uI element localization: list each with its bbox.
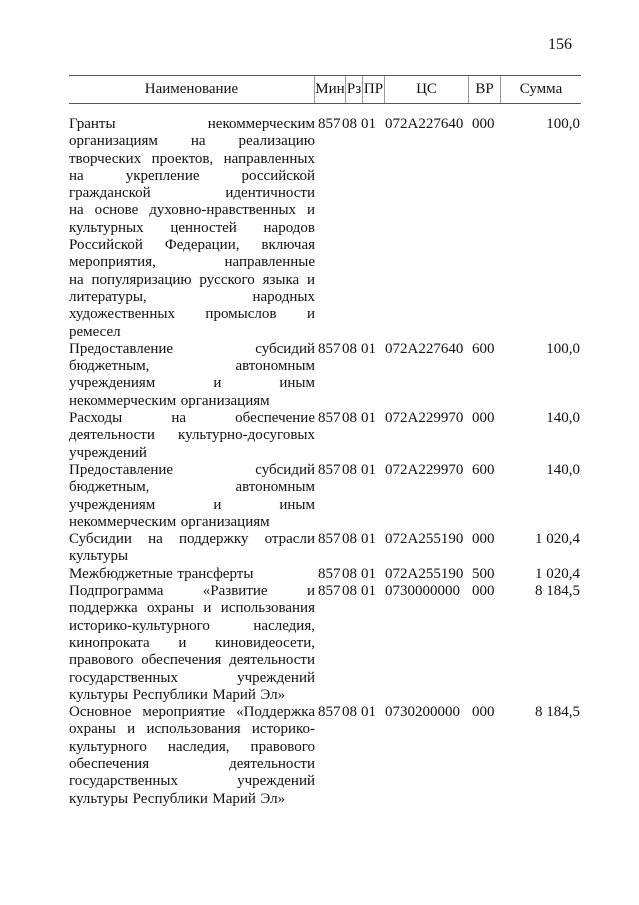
cell-sum: 100,0 bbox=[546, 116, 580, 132]
cell-pr: 01 bbox=[361, 116, 376, 132]
cell-cs: 072А227640 bbox=[385, 340, 464, 357]
table-header bbox=[69, 75, 581, 104]
name-line: некоммерческим организациям bbox=[69, 513, 270, 530]
header-cs: ЦС bbox=[384, 76, 468, 103]
row-name bbox=[69, 116, 315, 341]
header-name: Наименование bbox=[144, 81, 239, 97]
header-pr: ПР bbox=[362, 76, 384, 103]
name-line: деятельности культурно-досуговых bbox=[69, 427, 315, 444]
name-line: на укрепление российской bbox=[69, 167, 315, 184]
cell-cs: 0730000000 bbox=[385, 583, 460, 600]
cell-cs: 0730200000 bbox=[385, 704, 460, 721]
cell-sum: 100,0 bbox=[546, 340, 580, 357]
name-line: творческих проектов, направленных bbox=[69, 150, 315, 167]
table-body bbox=[69, 116, 581, 808]
cell-cs: 072А227640 bbox=[385, 116, 464, 132]
name-line: Субсидии на поддержку отрасли bbox=[69, 531, 315, 548]
cell-rz: 08 bbox=[342, 583, 357, 600]
name-line: Предоставление субсидий bbox=[69, 340, 315, 357]
name-line: бюджетным, автономным bbox=[69, 479, 315, 496]
name-line: культуры Республики Марий Эл» bbox=[69, 790, 286, 807]
cell-vr: 000 bbox=[472, 583, 495, 600]
name-line: учреждениям и иным bbox=[69, 375, 315, 392]
name-line: художественных промыслов и bbox=[69, 306, 315, 323]
cell-vr: 000 bbox=[472, 704, 495, 721]
name-line: на популяризацию русского языка и bbox=[69, 271, 315, 288]
name-line: Подпрограмма «Развитие и bbox=[69, 583, 315, 600]
table-row bbox=[69, 410, 581, 462]
name-line: на основе духовно-нравственных и bbox=[69, 202, 315, 219]
cell-rz: 08 bbox=[342, 565, 357, 582]
row-name bbox=[69, 704, 315, 808]
name-line: правового обеспечения деятельности bbox=[69, 652, 315, 669]
name-line: некоммерческим организациям bbox=[69, 392, 270, 409]
cell-pr: 01 bbox=[361, 461, 376, 478]
cell-pr: 01 bbox=[361, 340, 376, 357]
name-line: Предоставление субсидий bbox=[69, 461, 315, 478]
name-line: государственных учреждений bbox=[69, 669, 315, 686]
row-name bbox=[69, 531, 315, 566]
table-row bbox=[69, 583, 581, 704]
name-line: Российской Федерации, включая bbox=[69, 237, 315, 254]
cell-min: 857 bbox=[318, 704, 341, 721]
row-codes bbox=[315, 531, 580, 566]
cell-pr: 01 bbox=[361, 583, 376, 600]
cell-min: 857 bbox=[318, 565, 341, 582]
cell-rz: 08 bbox=[342, 531, 357, 548]
row-codes bbox=[315, 341, 580, 410]
name-line: Расходы на обеспечение bbox=[69, 410, 315, 427]
name-line: культуры Республики Марий Эл» bbox=[69, 686, 286, 703]
page-number: 156 bbox=[548, 36, 572, 53]
row-name bbox=[69, 566, 315, 583]
cell-min: 857 bbox=[318, 583, 341, 600]
cell-rz: 08 bbox=[342, 340, 357, 357]
cell-sum: 8 184,5 bbox=[535, 704, 580, 721]
table-row bbox=[69, 462, 581, 531]
name-line: мероприятия, направленные bbox=[69, 254, 315, 271]
table-row bbox=[69, 116, 581, 341]
table-row bbox=[69, 704, 581, 808]
cell-pr: 01 bbox=[361, 531, 376, 548]
row-codes bbox=[315, 566, 580, 583]
header-min: Мин bbox=[314, 76, 345, 103]
name-line: организациям на реализацию bbox=[69, 133, 315, 150]
row-name bbox=[69, 583, 315, 704]
name-line: культурного наследия, правового bbox=[69, 738, 315, 755]
name-line: поддержка охраны и использования bbox=[69, 600, 315, 617]
name-line: гражданской идентичности bbox=[69, 185, 315, 202]
cell-sum: 8 184,5 bbox=[535, 583, 580, 600]
name-line: культуры bbox=[69, 548, 129, 565]
cell-vr: 000 bbox=[472, 531, 495, 548]
cell-pr: 01 bbox=[361, 410, 376, 427]
name-line: ремесел bbox=[69, 323, 121, 340]
name-line: обеспечения деятельности bbox=[69, 755, 315, 772]
cell-vr: 500 bbox=[472, 565, 495, 582]
cell-cs: 072А255190 bbox=[385, 565, 464, 582]
cell-rz: 08 bbox=[342, 704, 357, 721]
row-name bbox=[69, 410, 315, 462]
name-line: учреждений bbox=[69, 444, 147, 461]
name-line: государственных учреждений bbox=[69, 773, 315, 790]
cell-rz: 08 bbox=[342, 116, 357, 132]
name-line: Основное мероприятие «Поддержка bbox=[69, 704, 315, 721]
row-codes bbox=[315, 462, 580, 531]
row-codes bbox=[315, 583, 580, 704]
cell-rz: 08 bbox=[342, 410, 357, 427]
header-sum: Сумма bbox=[500, 76, 581, 103]
name-line: бюджетным, автономным bbox=[69, 358, 315, 375]
row-codes bbox=[315, 704, 580, 808]
cell-rz: 08 bbox=[342, 461, 357, 478]
cell-min: 857 bbox=[318, 410, 341, 427]
cell-cs: 072А255190 bbox=[385, 531, 464, 548]
cell-sum: 140,0 bbox=[546, 410, 580, 427]
cell-pr: 01 bbox=[361, 704, 376, 721]
cell-vr: 000 bbox=[472, 410, 495, 427]
table-row bbox=[69, 531, 581, 566]
cell-vr: 600 bbox=[472, 461, 495, 478]
cell-vr: 000 bbox=[472, 116, 495, 132]
row-name bbox=[69, 462, 315, 531]
name-line: учреждениям и иным bbox=[69, 496, 315, 513]
cell-cs: 072А229970 bbox=[385, 461, 464, 478]
cell-sum: 140,0 bbox=[546, 461, 580, 478]
cell-min: 857 bbox=[318, 461, 341, 478]
row-codes bbox=[315, 410, 580, 462]
name-line: охраны и использования историко- bbox=[69, 721, 315, 738]
cell-min: 857 bbox=[318, 116, 341, 132]
header-rz: Рз bbox=[345, 76, 362, 103]
cell-sum: 1 020,4 bbox=[535, 531, 580, 548]
name-line: кинопроката и киновидеосети, bbox=[69, 634, 315, 651]
name-line: Межбюджетные трансферты bbox=[69, 565, 254, 582]
cell-min: 857 bbox=[318, 340, 341, 357]
table-row bbox=[69, 566, 581, 583]
cell-sum: 1 020,4 bbox=[535, 565, 580, 582]
table-row bbox=[69, 341, 581, 410]
name-line: Гранты некоммерческим bbox=[69, 116, 315, 132]
name-line: историко-культурного наследия, bbox=[69, 617, 315, 634]
row-codes bbox=[315, 116, 580, 341]
cell-cs: 072А229970 bbox=[385, 410, 464, 427]
row-name bbox=[69, 341, 315, 410]
header-vr: ВР bbox=[468, 76, 500, 103]
name-line: культурных ценностей народов bbox=[69, 219, 315, 236]
name-line: литературы, народных bbox=[69, 288, 315, 305]
cell-min: 857 bbox=[318, 531, 341, 548]
cell-vr: 600 bbox=[472, 340, 495, 357]
cell-pr: 01 bbox=[361, 565, 376, 582]
